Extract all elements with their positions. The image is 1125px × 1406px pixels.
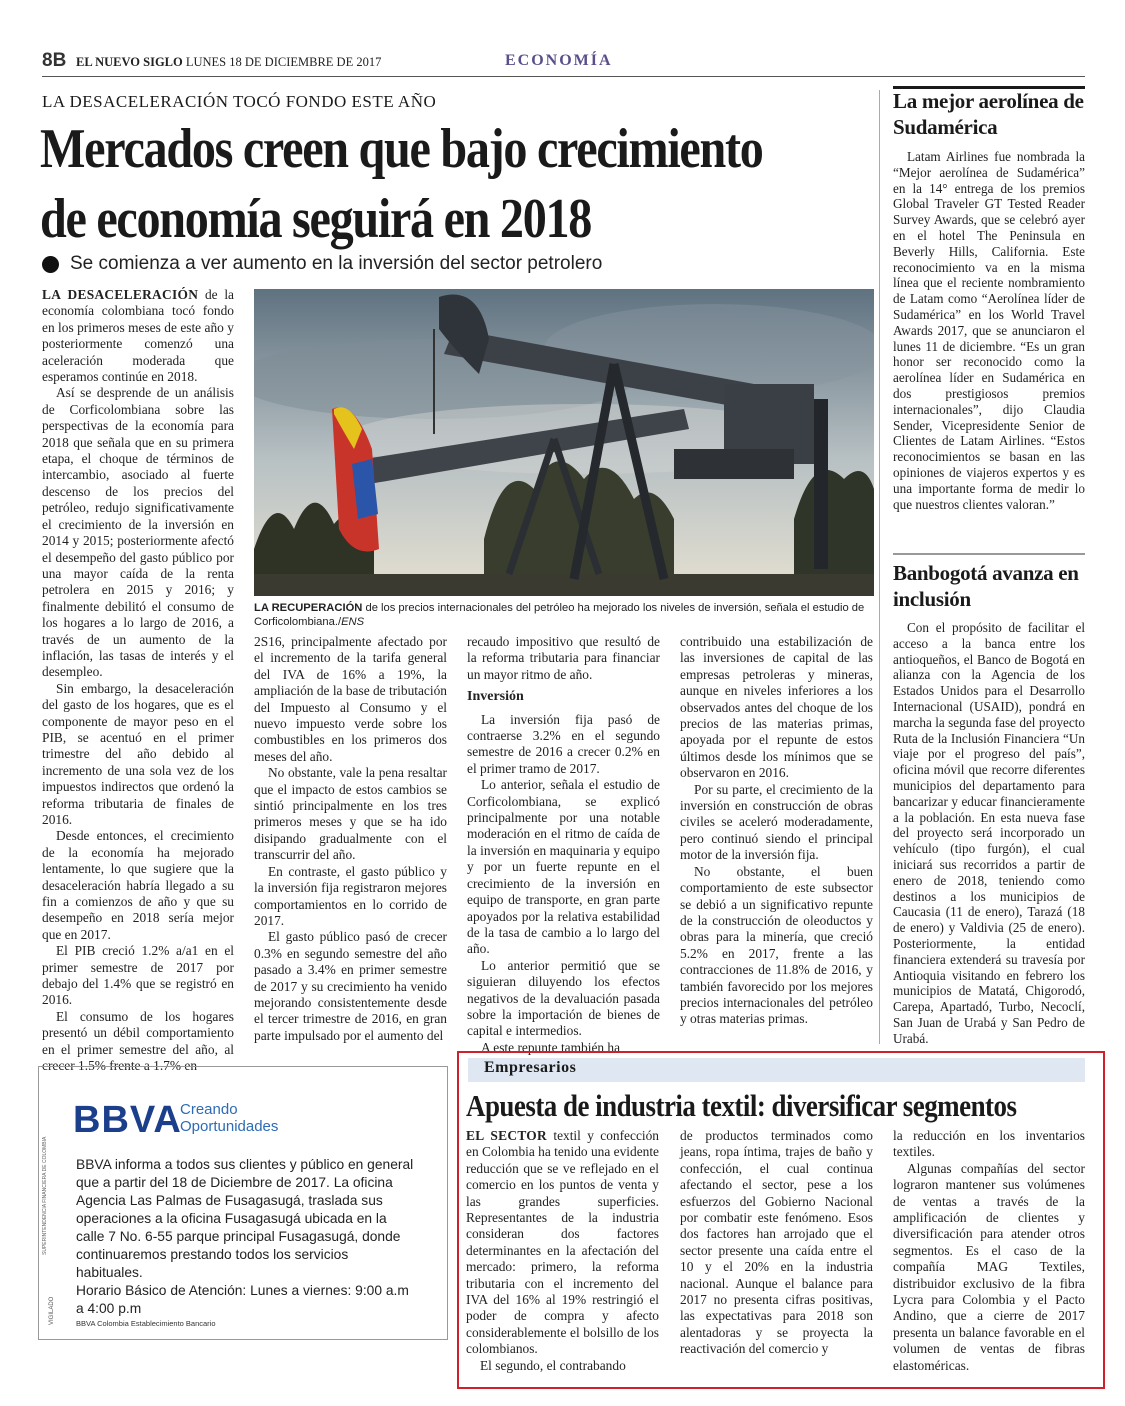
paragraph: El consumo de los hogares presentó un débil comportamiento en el primer semestre del año, al crecer 1.5% frente a 1.7% en <box>42 1008 234 1074</box>
sidebar-rule <box>893 553 1085 555</box>
photo-credit: ENS <box>341 616 365 628</box>
lead-in: LA DESACELERACIÓN <box>42 287 199 302</box>
photo-caption <box>254 601 874 629</box>
paper-name: EL NUEVO SIGLO <box>76 55 183 69</box>
slogan-line-2: Oportunidades <box>180 1118 279 1135</box>
article-column-1 <box>42 287 234 1075</box>
masthead-line <box>76 55 381 70</box>
ad-footer: BBVA Colombia Establecimiento Bancario <box>76 1319 216 1328</box>
paragraph: Así se desprende de un análisis de Corficolombiana sobre las perspectivas de la economía para 2018 que señala que en su primera etapa, el choque de términos de intercambio, asociado al fuerte descenso de los precios del petróleo, redujo significativamente el crecimiento de la inversión en 2014 y 2015; posteriormente afectó el desempeño del gasto público por una mayor caída de la renta petrolera en 2015 y 2016; y finalmente debilitó el consumo de los hogares a lo largo de 2016, a través de un aumento de la inflación, las tasas de interés y el desempleo. <box>42 385 234 680</box>
paragraph: la reducción en los inventarios textiles. <box>893 1128 1085 1160</box>
paragraph: El gasto público pasó de crecer 0.3% en segundo semestre del año pasado a 3.4% en primer semestre de 2017 y su crecimiento ha venido mejorando consistentemente desde el tercer trimestre de 2016, en gran parte impulsado por el aumento del <box>254 929 447 1043</box>
paragraph <box>42 287 234 385</box>
sidebar-story-1-title: La mejor aerolínea de Sudamérica <box>893 89 1084 139</box>
article-column-2 <box>254 634 447 1044</box>
paragraph: No obstante, el buen comportamiento de este subsector se debió a un significativo repunte de la construcción de oleoductos y obras para la minería, que creció 5.2% en 2017, frente a las contracciones de 11.8% de 2016, y también favorecido por los mejores precios internacionales del petróleo y otras materias primas. <box>680 863 873 1027</box>
article-column-4 <box>680 634 873 1028</box>
section-name: ECONOMÍA <box>505 52 613 69</box>
paragraph: Sin embargo, la desaceleración del gasto de los hogares, que es el componente de mayor peso en el PIB, se acentuó en el primer trimestre del año debido al incremento de una sola vez de los impuestos indirectos que ordenó la reforma tributaria de finales de 2016. <box>42 680 234 827</box>
sidebar-story-1-text <box>893 149 1085 512</box>
paragraph: Latam Airlines fue nombrada la “Mejor aerolínea de Sudamérica” en la 14° entrega de los premios Global Traveler GT Tested Reader Survey Awards, que se celebró ayer en el hotel The Peninsula en Beverly Hills, California. Este reconocimiento va en la misma línea que el reciente nombramiento de Latam como “Aerolínea líder de Sudamérica” en los World Travel Awards 2017, que se anunciaron el lunes 11 de diciembre. “Es un gran honor ser reconocido como la aerolínea líder en Sudamérica en dos prestigiosos premios internacionales”, dijo Claudia Sender, Vicepresidente Senior de Clientes de Latam Airlines. “Estos reconocimientos se basan en las opiniones de viajeros expertos y es una importante forma de medir lo que nuestros clientes valoran.” <box>893 149 1085 512</box>
paragraph: No obstante, vale la pena resaltar que el impacto de estos cambios se sintió principalmente en los tres primeros meses y que se ha ido disipando gradualmente con el transcurrir del año. <box>254 765 447 863</box>
ad-slogan <box>180 1101 278 1135</box>
paragraph-text: de la economía colombiana tocó fondo en los primeros meses de este año y posteriormente comenzó una aceleración moderada que esperamos continúe en 2018. <box>42 287 234 385</box>
lead-in: EL SECTOR <box>466 1128 547 1143</box>
bbva-logo: BBVA <box>73 1099 182 1141</box>
story-column-1 <box>466 1128 659 1374</box>
caption-lead: LA RECUPERACIÓN <box>254 602 363 614</box>
sidebar-story-2-title: Banbogotá avanza en inclusión <box>893 561 1079 611</box>
paragraph: En contraste, el gasto público y la inversión fija registraron mejores comportamientos en lo corrido de 2017. <box>254 863 447 928</box>
article-deck: Se comienza a ver aumento en la inversión del sector petrolero <box>70 253 603 274</box>
story-column-3 <box>893 1128 1085 1374</box>
article-column-3 <box>467 634 660 1056</box>
paragraph: 2S16, principalmente afectado por el incremento de la tarifa general del IVA de 16% a 19%, la ampliación de la base de tributación del Impuesto al Consumo y el nuevo impuesto verde sobre los combustibles en los primeros dos meses del año. <box>254 634 447 764</box>
article-kicker: LA DESACELERACIÓN TOCÓ FONDO ESTE AÑO <box>42 92 437 111</box>
sidebar-story-2-text <box>893 620 1085 1047</box>
paragraph: recaudo impositivo que resultó de la reforma tributaria para financiar un mayor ritmo de año. <box>467 634 660 682</box>
ad-vigilado-label: VIGILADO <box>49 1296 55 1325</box>
header-rule <box>42 76 1085 77</box>
paragraph: de productos terminados como jeans, ropa íntima, trajes de baño y confección, el cual continua afectando el sector, pese a los esfuerzos del Gobierno Nacional por combatir este fenómeno. Esos dos factores han arrojado que el sector presente una caída entre el 10 y el 20% en la industria nacional. Aunque el balance para 2017 no presenta cifras positivas, las expectativas para 2018 son alentadoras y se proyecta la reactivación del comercio y <box>680 1128 873 1357</box>
paragraph: Por su parte, el crecimiento de la inversión en construcción de obras civiles se aceleró moderadamente, pero continuó siendo el principal motor de la inversión fija. <box>680 781 873 863</box>
paragraph: La inversión fija pasó de contraerse 3.2% en el segundo semestre de 2016 a crecer 0.2% en el primer tramo de 2017. <box>467 711 660 776</box>
headline-line-2: de economía seguirá en 2018 <box>40 188 592 250</box>
paragraph: Algunas compañías del sector lograron mantener sus volúmenes de ventas a través de la amplificación de clientes y diversificación para atender otros segmentos. Es el caso de la compañía MAG Textiles, distribuidor exclusivo de la fibra Lycra para Colombia y el Pacto Andino, que a cierre de 2017 presenta un balance favorable en el volumen de ventas de fibras elastoméricas. <box>893 1160 1085 1373</box>
paragraph: Lo anterior, señala el estudio de Corficolombiana, se explicó principalmente por una notable moderación en el ritmo de caída de la inversión en maquinaria y equipo y por un fuerte repunte en el crecimiento de la inversión en equipo de transporte, en gran parte apoyados por la relativa estabilidad de la tasa de cambio a lo largo del año. <box>467 777 660 957</box>
oil-pump-photo <box>254 289 874 596</box>
ad-regulator-text: SUPERINTENDENCIA FINANCIERA DE COLOMBIA <box>42 1136 48 1255</box>
ad-body <box>76 1156 416 1318</box>
story-column-2 <box>680 1128 873 1358</box>
caption-text: de los precios internacionales del petróleo ha mejorado los niveles de inversión, señala el estudio de Corficolombiana./ <box>254 602 865 628</box>
paragraph-text: textil y confección en Colombia ha tenido una evidente reducción que se ve reflejado en el comercio en los puntos de venta y las grandes superficies. Representantes de la industria consideran dos factores determinantes en la afectación del mercado: primero, la reforma tributaria con el incremento del IVA del 16% al 19% restringió el poder de compra y afecto considerablemente el bolsillo de los colombianos. <box>466 1128 659 1357</box>
section-label: Empresarios <box>484 1059 577 1076</box>
paragraph: El segundo, el contrabando <box>480 1357 626 1373</box>
paragraph <box>466 1128 659 1358</box>
issue-date: LUNES 18 DE DICIEMBRE DE 2017 <box>185 55 382 69</box>
paragraph: Lo anterior permitió que se siguieran diluyendo los efectos negativos de la devaluación pasada sobre la importación de bienes de capital e intermedios. <box>467 957 660 1039</box>
paragraph: Desde entonces, el crecimiento de la economía ha mejorado lentamente, lo que sugiere que la desaceleración habría llegado a su fin a comienzos de año y que su desempeño en 2018 sería mejor que en 2017. <box>42 828 234 942</box>
paragraph: contribuido una estabilización de las inversiones de capital de las empresas petroleras y mineras, aunque en niveles inferiores a los observados antes del choque de los precios de las materias primas, apoyada por el repunte de estos últimos desde los mínimos que se observaron en 2016. <box>680 634 873 781</box>
page-number: 8B <box>42 50 67 71</box>
paragraph: A este repunte también ha <box>481 1039 621 1055</box>
subhead: Inversión <box>467 689 524 705</box>
column-divider <box>879 90 880 1044</box>
paragraph: Con el propósito de facilitar el acceso a la banca entre los antioqueños, el Banco de Bogotá en alianza con la Agencia de los Estados Unidos para el Desarrollo Internacional (USAID), pondrá en marcha la segunda fase del proyecto Ruta de la Inclusión Financiera “Un viaje por el progreso del país”, oficina móvil que recorre diferentes municipios del departamento para bancarizar y educar financieramente a la población. En esta nueva fase del proyecto será incorporado un vehículo (tipo furgón), el cual iniciará sus recorridos a partir de enero de 2018, teniendo como destinos a los municipios de Caucasia (11 de enero), Tarazá (18 de enero) y Valdivia (25 de enero). Posteriormente, la entidad financiera extenderá su travesía por Antioquia visitando en febrero los municipios de Matatá, Chigorodó, Carepa, Apartadó, Turbo, Necoclí, San Juan de Urabá y San Pedro de Urabá. <box>893 620 1085 1046</box>
ad-hours: Horario Básico de Atención: Lunes a viernes: 9:00 a.m a 4:00 p.m <box>76 1283 409 1316</box>
paragraph: El PIB creció 1.2% a/a1 en el primer semestre de 2017 por debajo del 1.4% que se registró en 2016. <box>42 943 234 1008</box>
ad-body-text: BBVA informa a todos sus clientes y público en general que a partir del 18 de Diciembre de 2017. La oficina Agencia Las Palmas de Fusagasugá, traslada sus operaciones a la oficina Fusagasugá ubicada en la calle 7 No. 6-55 parque principal Fusagasugá, donde continuaremos prestando todos los servicios habituales. <box>76 1157 414 1280</box>
headline-line-1: Mercados creen que bajo crecimiento <box>40 118 763 180</box>
story-headline: Apuesta de industria textil: diversificar segmentos <box>466 1088 1017 1123</box>
bullet-icon <box>42 256 59 273</box>
article-headline <box>40 114 763 254</box>
slogan-line-1: Creando <box>180 1101 238 1118</box>
